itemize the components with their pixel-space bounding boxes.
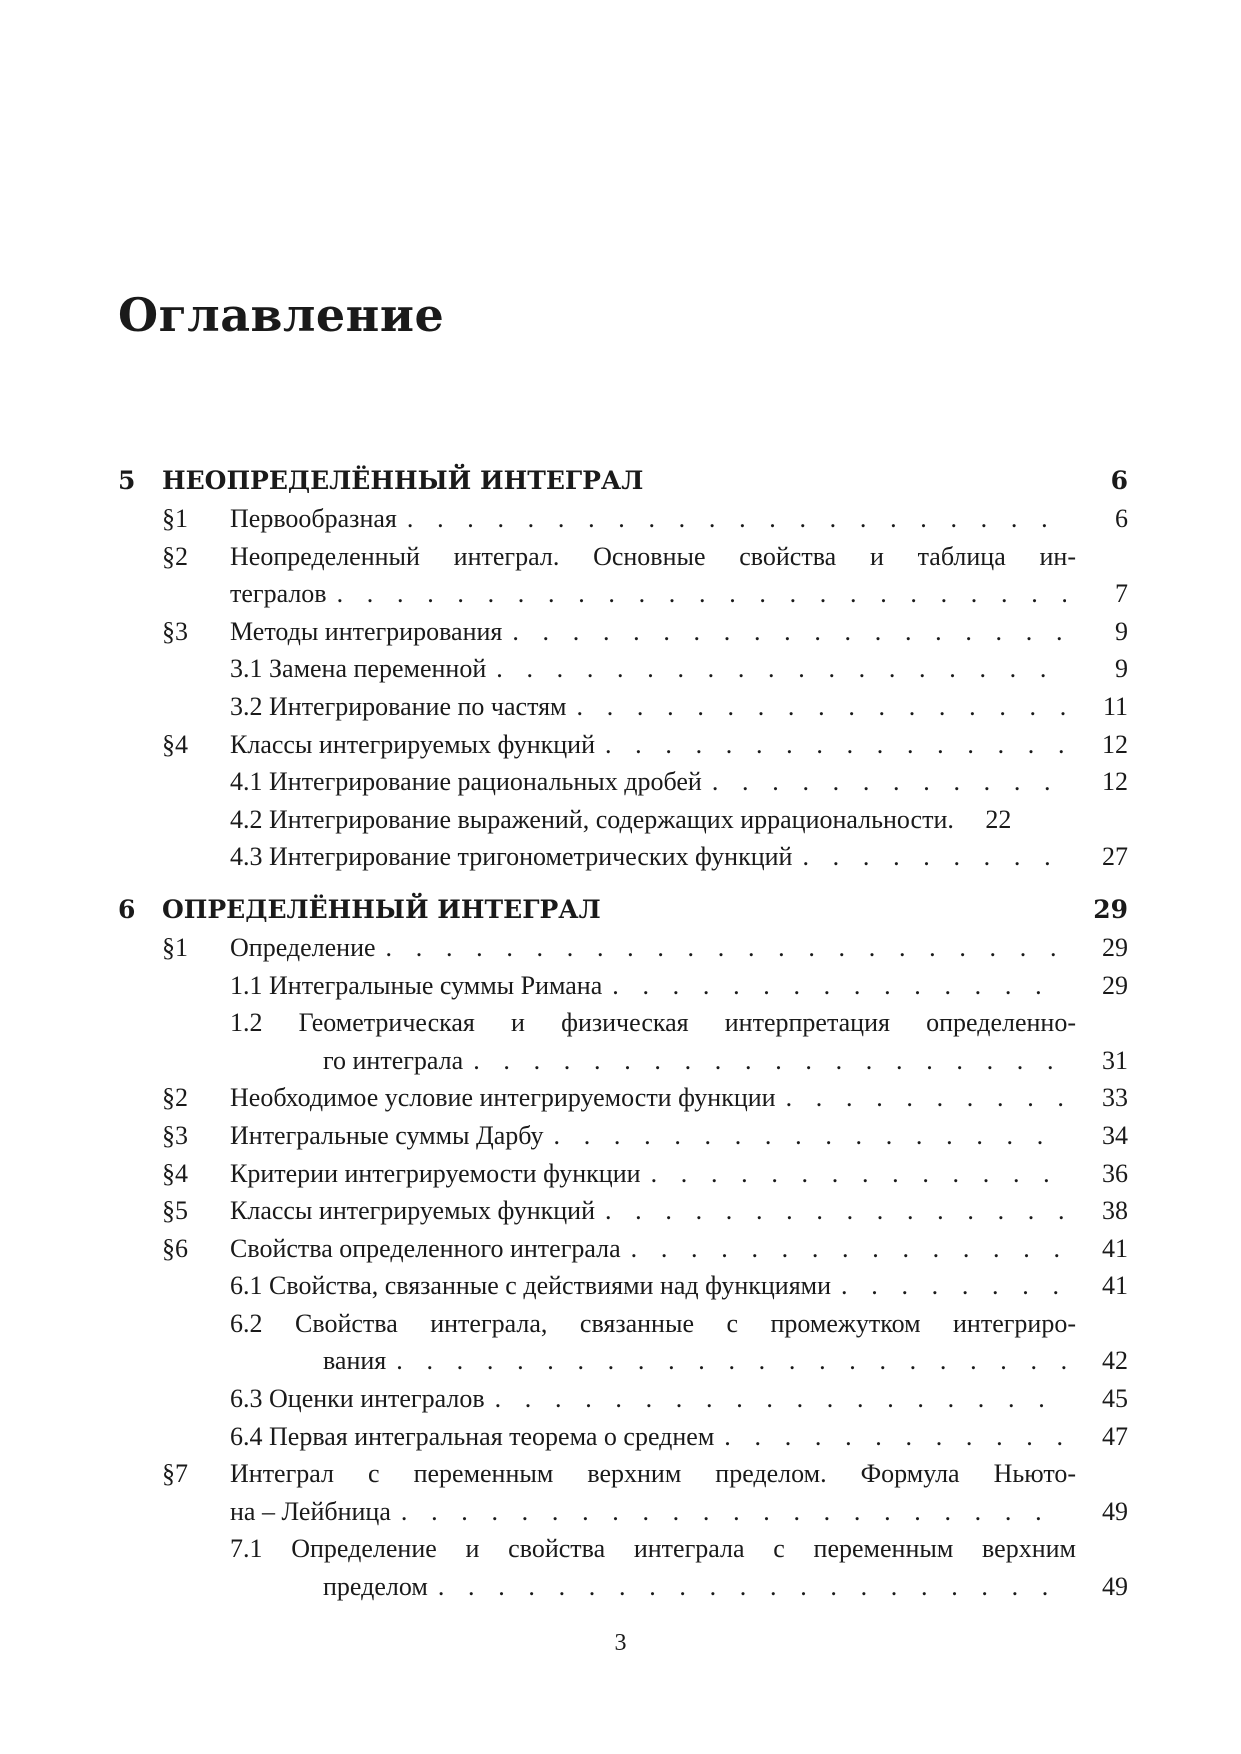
dot-leader (802, 838, 1066, 876)
entry-title-line1: 7.1 Определение и свойства интеграла с переменным верхним (230, 1534, 1076, 1564)
toc-entry-6-2[interactable] (118, 1079, 1128, 1117)
dot-leader (337, 575, 1066, 613)
entry-page: 34 (1102, 1120, 1128, 1150)
entry-page: 9 (1115, 654, 1128, 684)
entry-title: Необходимое условие интегрируемости функции (230, 1083, 776, 1113)
entry-title-line1: Интеграл с переменным верхним пределом. Формула Ньюто- (230, 1459, 1076, 1489)
chapter-page: 29 (1093, 894, 1128, 924)
entry-page: 22 (985, 804, 1012, 834)
dot-leader (612, 967, 1066, 1005)
toc-entry-5-3-2[interactable] (118, 688, 1128, 726)
toc-entry-6-7-1-line2[interactable] (118, 1568, 1128, 1606)
entry-title: 4.1 Интегрирование рациональных дробей (230, 767, 702, 797)
toc-entry-6-4[interactable] (118, 1155, 1128, 1193)
entry-page: 41 (1102, 1233, 1128, 1263)
page-title: Оглавление (118, 288, 445, 342)
dot-leader (396, 1342, 1066, 1380)
entry-title: 3.2 Интегрирование по частям (230, 691, 567, 721)
entry-page: 27 (1102, 842, 1128, 872)
dot-leader (473, 1042, 1066, 1080)
entry-title: Критерии интегрируемости функции (230, 1158, 641, 1188)
entry-title-line1: 6.2 Свойства интеграла, связанные с промежутком интегриро- (230, 1308, 1076, 1338)
toc-entry-6-5[interactable] (118, 1192, 1128, 1230)
entry-title: Первообразная (230, 504, 397, 533)
dot-leader (401, 1493, 1066, 1531)
dot-leader (605, 726, 1066, 764)
toc-entry-5-2-line1[interactable] (118, 538, 1128, 576)
entry-title: Интегральные суммы Дарбу (230, 1120, 544, 1150)
chapter-title: НЕОПРЕДЕЛЁННЫЙ ИНТЕГРАЛ (162, 466, 644, 495)
toc-entry-5-2-line2[interactable] (118, 575, 1128, 613)
toc-entry-6-1-2-line2[interactable] (118, 1042, 1128, 1080)
entry-page: 38 (1102, 1196, 1128, 1226)
dot-leader (631, 1230, 1066, 1268)
toc-entry-6-7-line1[interactable] (118, 1455, 1128, 1493)
entry-title: Свойства определенного интеграла (230, 1233, 621, 1263)
toc-entry-6-7-1-line1[interactable] (118, 1530, 1128, 1568)
entry-page: 47 (1102, 1421, 1128, 1451)
toc-entry-6-6-2-line1[interactable] (118, 1305, 1128, 1343)
entry-title: Определение (230, 932, 376, 962)
dot-leader (947, 801, 953, 839)
entry-title: Методы интегрирования (230, 616, 503, 646)
section-sign: §2 (162, 1083, 188, 1113)
toc-entry-6-7-line2[interactable] (118, 1493, 1128, 1531)
dot-leader (438, 1568, 1066, 1606)
entry-page: 36 (1102, 1158, 1128, 1188)
entry-title: 6.1 Свойства, связанные с действиями над функциями (230, 1271, 832, 1301)
entry-title-line1: Неопределенный интеграл. Основные свойства и таблица ин- (230, 541, 1076, 571)
entry-page: 7 (1115, 579, 1128, 609)
dot-leader (786, 1079, 1066, 1117)
dot-leader (577, 688, 1066, 726)
section-sign: §7 (162, 1459, 188, 1489)
section-sign: §4 (162, 1158, 188, 1188)
toc-entry-6-1-1[interactable] (118, 967, 1128, 1005)
dot-leader (841, 1267, 1066, 1305)
entry-page: 11 (1102, 691, 1128, 721)
dot-leader (712, 763, 1066, 801)
entry-page: 6 (1115, 504, 1128, 533)
page-number: 3 (614, 1630, 627, 1656)
section-sign: §3 (162, 616, 188, 646)
toc-entry-5-4-1[interactable] (118, 763, 1128, 801)
entry-title: 3.1 Замена переменной (230, 654, 487, 684)
chapter-title: ОПРЕДЕЛЁННЫЙ ИНТЕГРАЛ (162, 894, 601, 924)
chapter-page: 6 (1110, 466, 1128, 495)
entry-page: 42 (1102, 1346, 1128, 1376)
entry-title: Классы интегрируемых функций (230, 1196, 595, 1226)
entry-page: 33 (1102, 1083, 1128, 1113)
entry-page: 9 (1115, 616, 1128, 646)
toc-entry-6-6[interactable] (118, 1230, 1128, 1268)
entry-title: 6.3 Оценки интегралов (230, 1384, 485, 1414)
toc-chapter-6[interactable] (118, 891, 1128, 929)
chapter-number: 6 (118, 894, 136, 924)
section-sign: §4 (162, 729, 188, 759)
table-of-contents (118, 462, 1128, 1606)
toc-entry-6-1-2-line1[interactable] (118, 1004, 1128, 1042)
dot-leader (407, 500, 1066, 538)
entry-title-line1: 1.2 Геометрическая и физическая интерпретация определенно- (230, 1008, 1076, 1038)
entry-page: 29 (1102, 932, 1128, 962)
entry-page: 49 (1102, 1496, 1128, 1526)
toc-entry-6-3[interactable] (118, 1117, 1128, 1155)
entry-page: 49 (1102, 1572, 1128, 1602)
dot-leader (386, 929, 1066, 967)
entry-title: 4.3 Интегрирование тригонометрических функций (230, 842, 793, 872)
section-sign: §6 (162, 1233, 188, 1263)
section-sign: §3 (162, 1120, 188, 1150)
toc-entry-5-4-3[interactable] (118, 838, 1128, 876)
section-sign: §2 (162, 541, 188, 571)
toc-entry-5-4-2[interactable] (118, 801, 1128, 839)
entry-page: 31 (1102, 1045, 1128, 1075)
toc-entry-5-4[interactable] (118, 726, 1128, 764)
chapter-number: 5 (118, 466, 136, 495)
toc-entry-6-1[interactable] (118, 929, 1128, 967)
toc-entry-6-6-3[interactable] (118, 1380, 1128, 1418)
entry-page: 29 (1102, 970, 1128, 1000)
entry-title: Классы интегрируемых функций (230, 729, 595, 759)
toc-entry-6-6-4[interactable] (118, 1418, 1128, 1456)
section-sign: §1 (162, 504, 188, 533)
dot-leader (605, 1192, 1066, 1230)
dot-leader (651, 1155, 1066, 1193)
entry-title-line2: тегралов (230, 579, 327, 609)
toc-entry-5-3[interactable] (118, 613, 1128, 651)
entry-page: 45 (1102, 1384, 1128, 1414)
dot-leader (496, 650, 1066, 688)
dot-leader (554, 1117, 1066, 1155)
entry-title: 4.2 Интегрирование выражений, содержащих иррациональности (230, 804, 948, 834)
entry-page: 12 (1102, 767, 1128, 797)
entry-title-line2: пределом (323, 1572, 428, 1602)
entry-page: 41 (1102, 1271, 1128, 1301)
section-sign: §5 (162, 1196, 188, 1226)
entry-title-line2: вания (323, 1346, 387, 1376)
dot-leader (724, 1418, 1066, 1456)
toc-entry-5-3-1[interactable] (118, 650, 1128, 688)
dot-leader (512, 613, 1066, 651)
toc-chapter-5[interactable] (118, 462, 1128, 500)
toc-entry-6-6-1[interactable] (118, 1267, 1128, 1305)
toc-entry-6-6-2-line2[interactable] (118, 1342, 1128, 1380)
entry-title-line2: го интеграла (323, 1045, 464, 1075)
dot-leader (495, 1380, 1066, 1418)
entry-page: 12 (1102, 729, 1128, 759)
entry-title: 1.1 Интегралыные суммы Римана (230, 970, 603, 1000)
entry-title-line2: на – Лейбница (230, 1496, 391, 1526)
entry-title: 6.4 Первая интегральная теорема о среднем (230, 1421, 715, 1451)
section-sign: §1 (162, 932, 188, 962)
toc-entry-5-1[interactable] (118, 500, 1128, 538)
